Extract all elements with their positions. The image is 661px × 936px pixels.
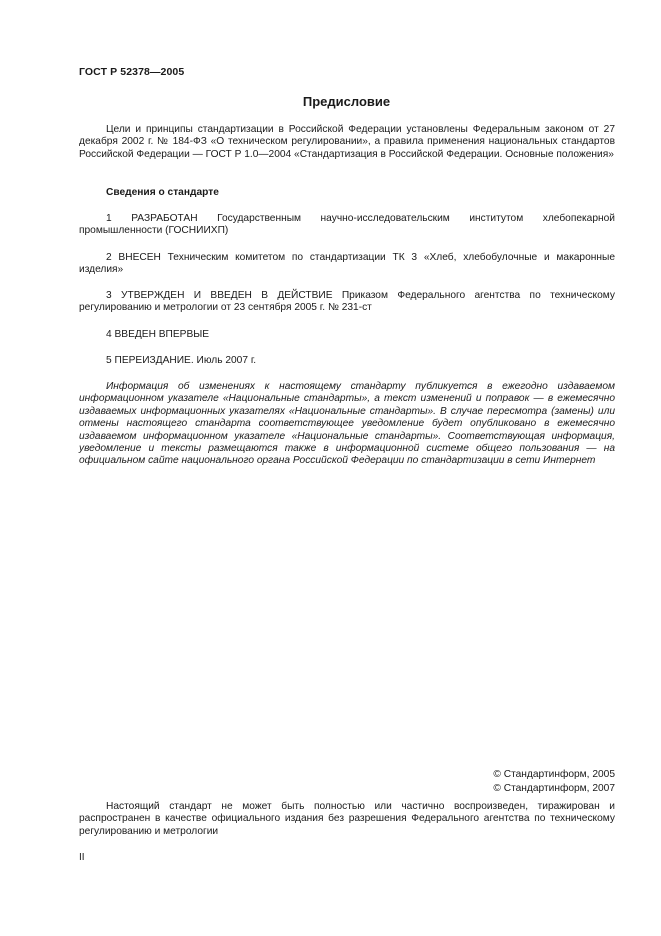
standard-code-header: ГОСТ Р 52378—2005 [79, 66, 185, 78]
page-title: Предисловие [302, 94, 391, 109]
item-approved: 3 УТВЕРЖДЕН И ВВЕДЕН В ДЕЙСТВИЕ Приказом Федерального агентства по техническому регулированию и метрологии от 23 сентября 2005 г. № 231-ст [79, 290, 615, 314]
item-developed: 1 РАЗРАБОТАН Государственным научно-исследовательским институтом хлебопекарной промышленности (ГОСНИИХП) [79, 213, 615, 237]
info-heading: Сведения о стандарте [106, 187, 219, 198]
copyright-2005: © Стандартинформ, 2005 [493, 769, 615, 780]
page-number: II [79, 852, 85, 863]
item-reissue: 5 ПЕРЕИЗДАНИЕ. Июль 2007 г. [106, 355, 257, 366]
copyright-2007: © Стандартинформ, 2007 [493, 783, 615, 794]
item-submitted: 2 ВНЕСЕН Техническим комитетом по стандартизации ТК 3 «Хлеб, хлебобулочные и макаронные изделия» [79, 252, 615, 276]
reproduction-notice: Настоящий стандарт не может быть полностью или частично воспроизведен, тиражирован и распространен в качестве официального издания без разрешения Федерального агентства по техническому регулированию и метрологии [79, 801, 615, 837]
item-introduced: 4 ВВЕДЕН ВПЕРВЫЕ [106, 329, 210, 340]
intro-paragraph: Цели и принципы стандартизации в Российской Федерации установлены Федеральным законом от 27 декабря 2002 г. № 184-ФЗ «О техническом регулировании», а правила применения национальных стандартов Российской Федерации — ГОСТ Р 1.0—2004 «Стандартизация в Российской Федерации. Основные положения» [79, 124, 615, 160]
changes-notice-paragraph: Информация об изменениях к настоящему стандарту публикуется в ежегодно издаваемом информационном указателе «Национальные стандарты», а текст изменений и поправок — в ежемесячно издаваемых информационных указателях «Национальные стандарты». В случае пересмотра (замены) или отмены настоящего стандарта соответствующее уведомление будет опубликовано в ежемесячно издаваемом информационном указателе «Национальные стандарты». Соответствующая информация, уведомление и тексты размещаются также в информационной системе общего пользования — на официальном сайте национального органа Российской Федерации по стандартизации в сети Интернет [79, 381, 615, 467]
